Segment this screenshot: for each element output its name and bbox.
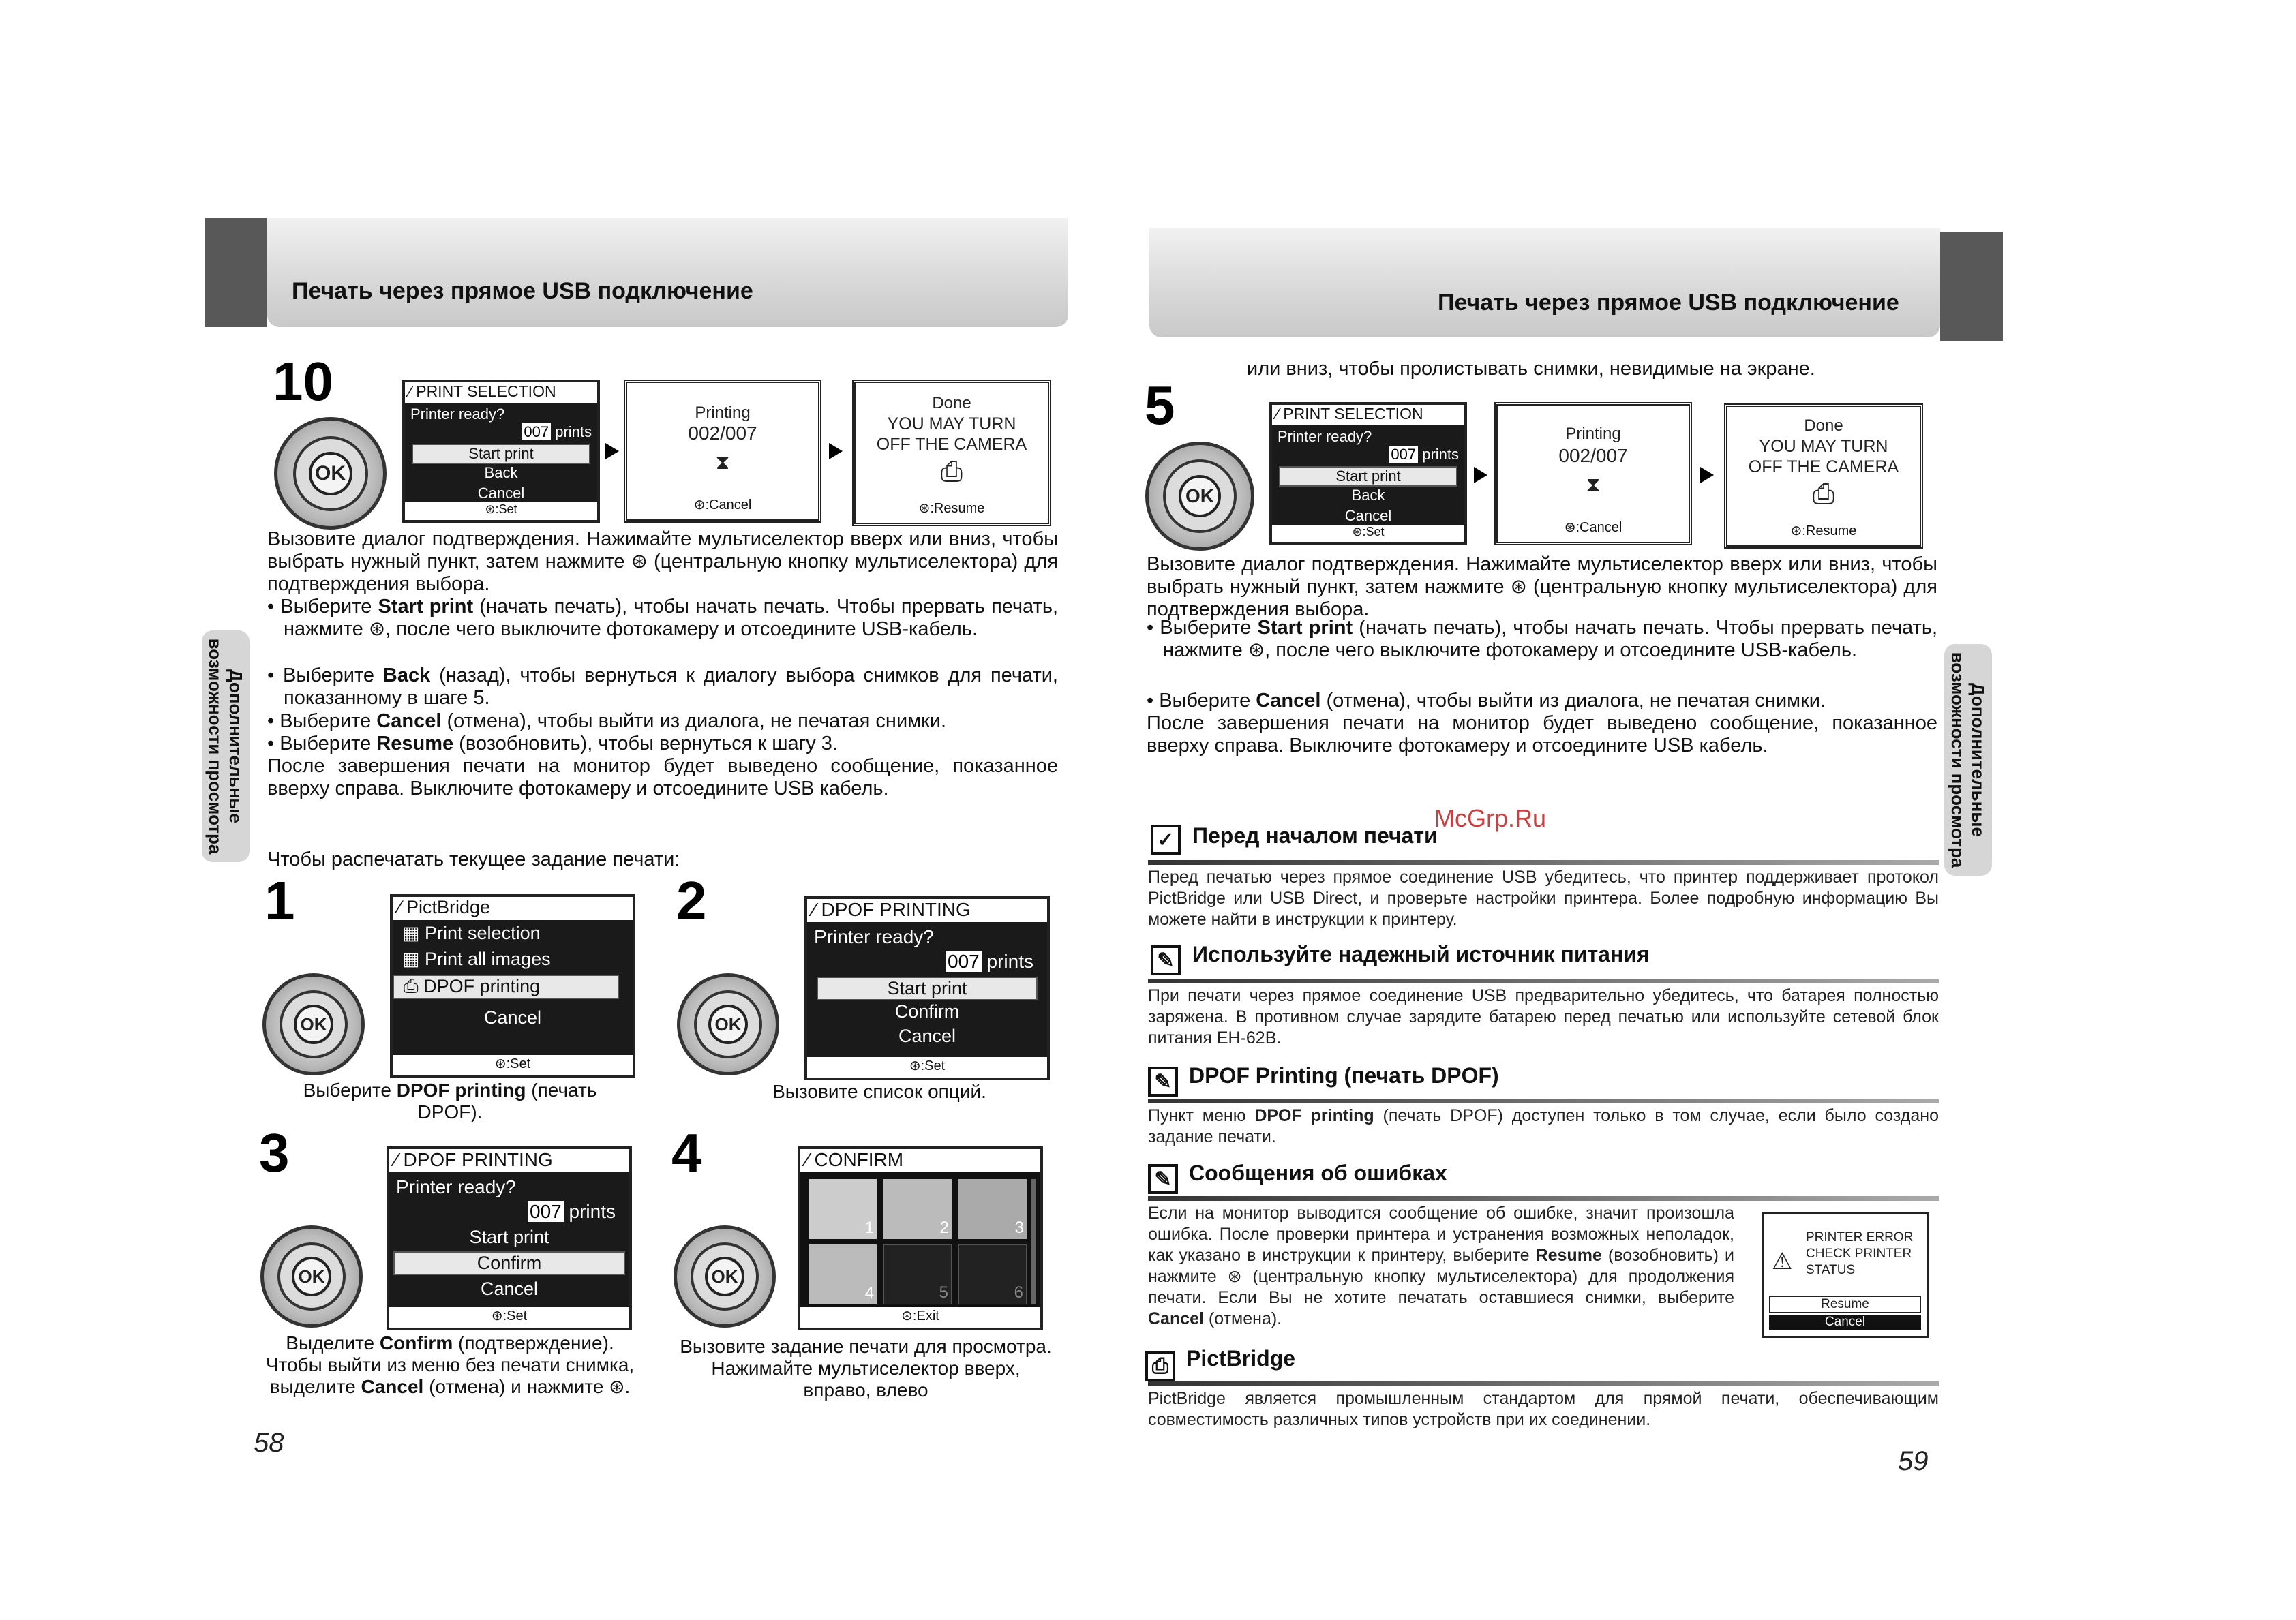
- screen-title: PRINT SELECTION: [1283, 405, 1423, 423]
- side-tab: [1944, 644, 1992, 876]
- section-title: PictBridge: [1186, 1346, 1296, 1371]
- done-label: Done: [1804, 416, 1843, 435]
- screen-dpof-confirm: ⁄ DPOF PRINTING Printer ready? 007 prints Start print Confirm Cancel ⊛:Set: [387, 1146, 632, 1330]
- error-line: STATUS: [1806, 1263, 1856, 1277]
- caption: Выберите DPOF printing (печать DPOF).: [303, 1080, 597, 1122]
- section-text: Перед печатью через прямое соединение USB убедитесь, что принтер поддерживает протокол PictBridge или USB Direct, и проверьте настройки принтера. Более подробную информацию Вы можете найти в инструкции к принтеру.: [1148, 868, 1939, 929]
- screen-foot: Resume: [933, 501, 985, 516]
- section-rule: [1148, 1381, 1939, 1386]
- screen-dpof-printing: ⁄ DPOF PRINTING Printer ready? 007 prints Start print Confirm Cancel ⊛:Set: [804, 896, 1050, 1080]
- multi-selector-icon: [274, 417, 387, 530]
- header-band: [267, 218, 1068, 327]
- paragraph: После завершения печати на монитор будет выведено сообщение, показанное вверху справа. Выключите фотокамеру и отсоедините USB кабель.: [267, 755, 1058, 799]
- screen-foot: Set: [498, 502, 517, 516]
- menu-item-print-selection: Print selection: [425, 923, 541, 943]
- section-title: Используйте надежный источник питания: [1192, 942, 1650, 966]
- print-count: 007: [1389, 446, 1418, 463]
- ok-button-icon: OK: [1179, 475, 1221, 517]
- step-number: 10: [273, 351, 333, 412]
- done-line: YOU MAY TURN: [1759, 437, 1888, 456]
- screen-title: CONFIRM: [814, 1149, 904, 1170]
- screen-done: Done YOU MAY TURN OFF THE CAMERA ⎙ ⊛:Resume: [852, 380, 1051, 526]
- option-resume: Resume: [1769, 1296, 1921, 1313]
- screen-done: Done YOU MAY TURN OFF THE CAMERA ⎙ ⊛:Resume: [1724, 403, 1923, 549]
- section-text: Если на монитор выводится сообщение об ошибке, значит произошла ошибка. После проверки принтера и устранения возможных неполадок, как указано в инструкции к принтеру, выберите Resume (возобновить) и нажмите ⊛ (центральную кнопку мультиселектора) для продолжения печати. Если Вы не хотите печатать оставшиеся снимки, выберите Cancel (отмена).: [1148, 1204, 1735, 1328]
- bullet-item: • Выберите Start print (начать печать), чтобы начать печать. Чтобы прервать печать, нажмите ⊛, после чего выключите фотокамеру и отсоедините USB-кабель.: [1147, 617, 1937, 661]
- print-count: 007: [946, 951, 982, 972]
- section-rule: [1148, 1099, 1939, 1103]
- multi-selector-icon: [262, 973, 365, 1075]
- ok-button-icon: OK: [294, 1005, 333, 1044]
- caption: Вызовите задание печати для просмотра. Нажимайте мультиселектор вверх, вправо, влево: [680, 1336, 1052, 1401]
- printing-label: Printing: [1565, 425, 1621, 443]
- screen-printer-error: [1762, 1212, 1929, 1338]
- bullet-item: • Выберите Cancel (отмена), чтобы выйти из диалога, не печатая снимки.: [1147, 690, 1826, 712]
- note-icon: ✎: [1148, 1067, 1178, 1097]
- prints-label: prints: [569, 1201, 616, 1222]
- option-cancel: Cancel: [898, 1026, 956, 1046]
- option-cancel: Cancel: [1769, 1315, 1921, 1330]
- caption: Вызовите список опций.: [772, 1081, 986, 1102]
- section-title: Перед началом печати: [1192, 823, 1438, 848]
- ok-button-icon: OK: [292, 1257, 331, 1296]
- thumbnail: 3: [958, 1179, 1027, 1239]
- prints-label: prints: [986, 951, 1033, 972]
- screen-foot: Cancel: [1580, 520, 1622, 535]
- menu-item-print-all: Print all images: [425, 949, 551, 969]
- section-text: Пункт меню DPOF printing (печать DPOF) доступен только в том случае, если было создано задание печати.: [1148, 1106, 1939, 1146]
- screen-printing: Printing 002/007 ⧗ ⊛:Cancel: [624, 380, 821, 523]
- menu-item-dpof-printing: DPOF printing: [423, 976, 541, 996]
- option-start-print: Start print: [412, 444, 590, 464]
- note-icon: ✎: [1151, 945, 1181, 975]
- ok-button-icon: OK: [708, 1005, 748, 1044]
- page-number: 58: [254, 1428, 284, 1458]
- screen-foot: Set: [507, 1309, 528, 1324]
- screen-title: PRINT SELECTION: [416, 382, 556, 400]
- note-icon: ✎: [1148, 1164, 1178, 1194]
- screen-line: Printer ready?: [396, 1176, 516, 1197]
- option-back: Back: [484, 464, 518, 481]
- section-text: При печати через прямое соединение USB предварительно убедитесь, что батарея полностью заряжена. В противном случае зарядите батарею перед печатью или используйте сетевой блок питания EH-62B.: [1148, 986, 1939, 1048]
- error-line: CHECK PRINTER: [1806, 1247, 1912, 1261]
- printer-icon: ⎙: [941, 457, 963, 487]
- arrow-icon: [1700, 467, 1714, 483]
- step-number: 2: [676, 870, 707, 931]
- step-number: 5: [1145, 375, 1175, 435]
- paragraph: Вызовите диалог подтверждения. Нажимайте мультиселектор вверх или вниз, чтобы выбрать нужный пункт, затем нажмите ⊛ (центральную кнопку мультиселектора) для подтверждения выбора.: [267, 528, 1058, 595]
- right-page: [1145, 0, 2296, 1620]
- watermark: McGrp.Ru: [1434, 804, 1547, 832]
- section-title: DPOF Printing (печать DPOF): [1189, 1063, 1499, 1088]
- header-title: Печать через прямое USB подключение: [1438, 290, 1899, 316]
- done-line: YOU MAY TURN: [887, 414, 1016, 433]
- screen-printing: Printing 002/007 ⧗ ⊛:Cancel: [1494, 402, 1692, 545]
- printing-progress: 002/007: [688, 423, 757, 444]
- screen-line: Printer ready?: [410, 406, 505, 423]
- paragraph: Чтобы распечатать текущее задание печати:: [267, 849, 680, 870]
- multi-selector-icon: [677, 973, 779, 1075]
- arrow-icon: [829, 443, 843, 459]
- done-line: OFF THE CAMERA: [876, 435, 1027, 454]
- side-tab: [202, 630, 250, 862]
- thumbnail: 2: [883, 1179, 952, 1239]
- ok-button-icon: OK: [705, 1257, 744, 1296]
- screen-foot: Set: [510, 1056, 531, 1071]
- printing-progress: 002/007: [1558, 445, 1628, 466]
- thumbnail: 4: [809, 1244, 877, 1304]
- done-label: Done: [932, 394, 971, 412]
- screen-foot: Resume: [1805, 523, 1857, 538]
- multi-selector-icon: [1145, 442, 1254, 551]
- hourglass-icon: ⧗: [1586, 474, 1601, 496]
- option-confirm: Confirm: [894, 1001, 960, 1022]
- multi-selector-icon: [260, 1225, 363, 1328]
- error-line: PRINTER ERROR: [1806, 1230, 1914, 1244]
- page-number: 59: [1898, 1446, 1929, 1476]
- header-dark-tab: [1940, 232, 2003, 341]
- bullet-item: • Выберите Resume (возобновить), чтобы вернуться к шагу 3.: [267, 733, 838, 754]
- multi-selector-icon: [674, 1225, 776, 1328]
- header-title: Печать через прямое USB подключение: [292, 278, 753, 304]
- thumbnail: 6: [958, 1244, 1027, 1304]
- pictbridge-icon: ⎙: [1145, 1351, 1175, 1381]
- screen-foot: Cancel: [709, 498, 752, 513]
- screen-line: Printer ready?: [1278, 428, 1372, 445]
- caption: Выделите Confirm (подтверждение). Чтобы выйти из меню без печати снимка, выделите Cancel (отмена) и нажмите ⊛.: [265, 1332, 635, 1397]
- header-band: [1149, 228, 1940, 337]
- step-number: 1: [265, 870, 295, 931]
- option-back: Back: [1351, 487, 1385, 504]
- screen-foot: Exit: [916, 1309, 939, 1324]
- scrollbar: [1031, 1179, 1036, 1304]
- warning-icon: ⚠: [1772, 1249, 1793, 1274]
- thumbnail: 1: [809, 1179, 877, 1239]
- ok-button-icon: OK: [309, 452, 352, 495]
- printer-icon: ⎙: [1813, 479, 1834, 509]
- step-number: 3: [259, 1122, 290, 1183]
- option-cancel: Cancel: [480, 1279, 539, 1299]
- screen-line: Printer ready?: [814, 926, 934, 947]
- section-title: Сообщения об ошибках: [1189, 1161, 1447, 1185]
- screen-confirm-grid: ⁄ CONFIRM 1 2 3 4 5 6 ⊛:Exit: [798, 1146, 1043, 1330]
- prints-label: prints: [555, 423, 592, 440]
- screen-title: DPOF PRINTING: [821, 899, 971, 920]
- done-line: OFF THE CAMERA: [1748, 457, 1899, 476]
- print-count: 007: [528, 1201, 564, 1222]
- option-start-print: Start print: [469, 1227, 549, 1247]
- arrow-icon: [605, 443, 619, 459]
- section-rule: [1148, 860, 1939, 865]
- option-cancel: Cancel: [477, 485, 525, 502]
- section-text: PictBridge является промышленным стандартом для прямой печати, обеспечивающим совместимость различных типов устройств при их соединении.: [1148, 1389, 1939, 1429]
- option-start-print: Start print: [1279, 466, 1457, 487]
- option-cancel: Cancel: [1344, 507, 1392, 524]
- screen-print-selection: ⁄ PRINT SELECTION Printer ready? 007 prints Start print Back Cancel ⊛:Set: [402, 380, 600, 523]
- section-rule: [1148, 979, 1939, 983]
- header-dark-tab: [205, 218, 267, 327]
- thumbnail: 5: [883, 1244, 952, 1304]
- arrow-icon: [1474, 467, 1487, 483]
- option-start-print: Start print: [817, 977, 1038, 1000]
- printing-label: Printing: [695, 403, 751, 422]
- menu-item-cancel: Cancel: [483, 1007, 542, 1028]
- screen-pictbridge: ⁄ PictBridge ▦ Print selection ▦ Print all images ⎙ DPOF printing Cancel ⊛:Set: [390, 894, 635, 1078]
- paragraph: После завершения печати на монитор будет выведено сообщение, показанное вверху справа. Выключите фотокамеру и отсоедините USB кабель.: [1147, 712, 1937, 756]
- option-confirm: Confirm: [393, 1251, 625, 1275]
- hourglass-icon: ⧗: [715, 451, 730, 474]
- paragraph: Вызовите диалог подтверждения. Нажимайте мультиселектор вверх или вниз, чтобы выбрать нужный пункт, затем нажмите ⊛ (центральную кнопку мультиселектора) для подтверждения выбора.: [1147, 553, 1937, 620]
- side-tab-label: Дополнительные возможности просмотра: [205, 638, 246, 855]
- section-rule: [1148, 1196, 1939, 1201]
- check-icon: ✓: [1151, 825, 1181, 855]
- bullet-item: • Выберите Cancel (отмена), чтобы выйти из диалога, не печатая снимки.: [267, 710, 947, 732]
- screen-foot: Set: [924, 1058, 946, 1073]
- step-number: 4: [671, 1122, 702, 1183]
- print-count: 007: [522, 423, 551, 440]
- prints-label: prints: [1422, 446, 1459, 463]
- screen-title: DPOF PRINTING: [403, 1149, 553, 1170]
- screen-foot: Set: [1365, 525, 1385, 538]
- screen-print-selection: ⁄ PRINT SELECTION Printer ready? 007 prints Start print Back Cancel ⊛:Set: [1269, 402, 1467, 545]
- paragraph: или вниз, чтобы пролистывать снимки, невидимые на экране.: [1247, 358, 1815, 380]
- bullet-item: • Выберите Start print (начать печать), чтобы начать печать. Чтобы прервать печать, нажмите ⊛, после чего выключите фотокамеру и отсоедините USB-кабель.: [267, 596, 1058, 640]
- screen-title: PictBridge: [406, 897, 491, 917]
- side-tab-label: Дополнительные возможности просмотра: [1948, 652, 1989, 868]
- bullet-item: • Выберите Back (назад), чтобы вернуться к диалогу выбора снимков для печати, показанному в шаге 5.: [267, 664, 1058, 709]
